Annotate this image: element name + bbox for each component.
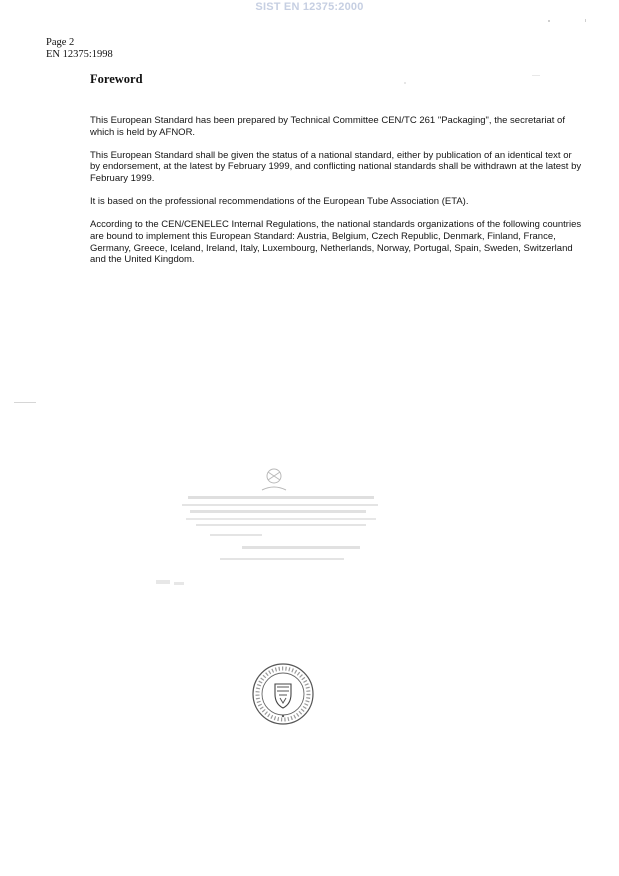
paragraph-committee: This European Standard has been prepared by Technical Committee CEN/TC 261 "Packaging", the secretariat of which is held by AFNOR.: [90, 115, 565, 138]
paragraph-status: This European Standard shall be given the status of a national standard, either by publication of an identical text or by endorsement, at the latest by February 1999, and conflicting national standards shall be withdrawn at the latest by February 1999.: [90, 149, 582, 184]
paragraph-countries: According to the CEN/CENELEC Internal Regulations, the national standards organizations of the following countries are bound to implement this European Standard: Austria, Belgium, Czech Republic, Denmark, Finland, France, Germany, Greece, Iceland, Ireland, Italy, Luxembourg, Netherlands, Norway, Portugal, Spain, Sweden, Switzerland and the United Kingdom.: [90, 219, 582, 266]
document-id-label: EN 12375:1998: [46, 49, 113, 60]
scan-speck: [404, 82, 406, 84]
faded-certification-stamp-icon: [150, 462, 390, 594]
scan-dash: [14, 402, 36, 403]
page-number-label: Page 2: [46, 37, 75, 48]
watermark-text: SIST EN 12375:2000: [255, 1, 364, 13]
paragraph-basis: It is based on the professional recommendations of the European Tube Association (ETA).: [90, 196, 469, 208]
page-header: [46, 37, 113, 61]
scan-speck: [548, 20, 550, 22]
foreword-body: [90, 115, 582, 277]
section-title: Foreword: [90, 72, 143, 86]
scan-speck: [585, 19, 586, 22]
round-official-seal-icon: [251, 660, 315, 728]
scan-speck: [532, 75, 540, 76]
